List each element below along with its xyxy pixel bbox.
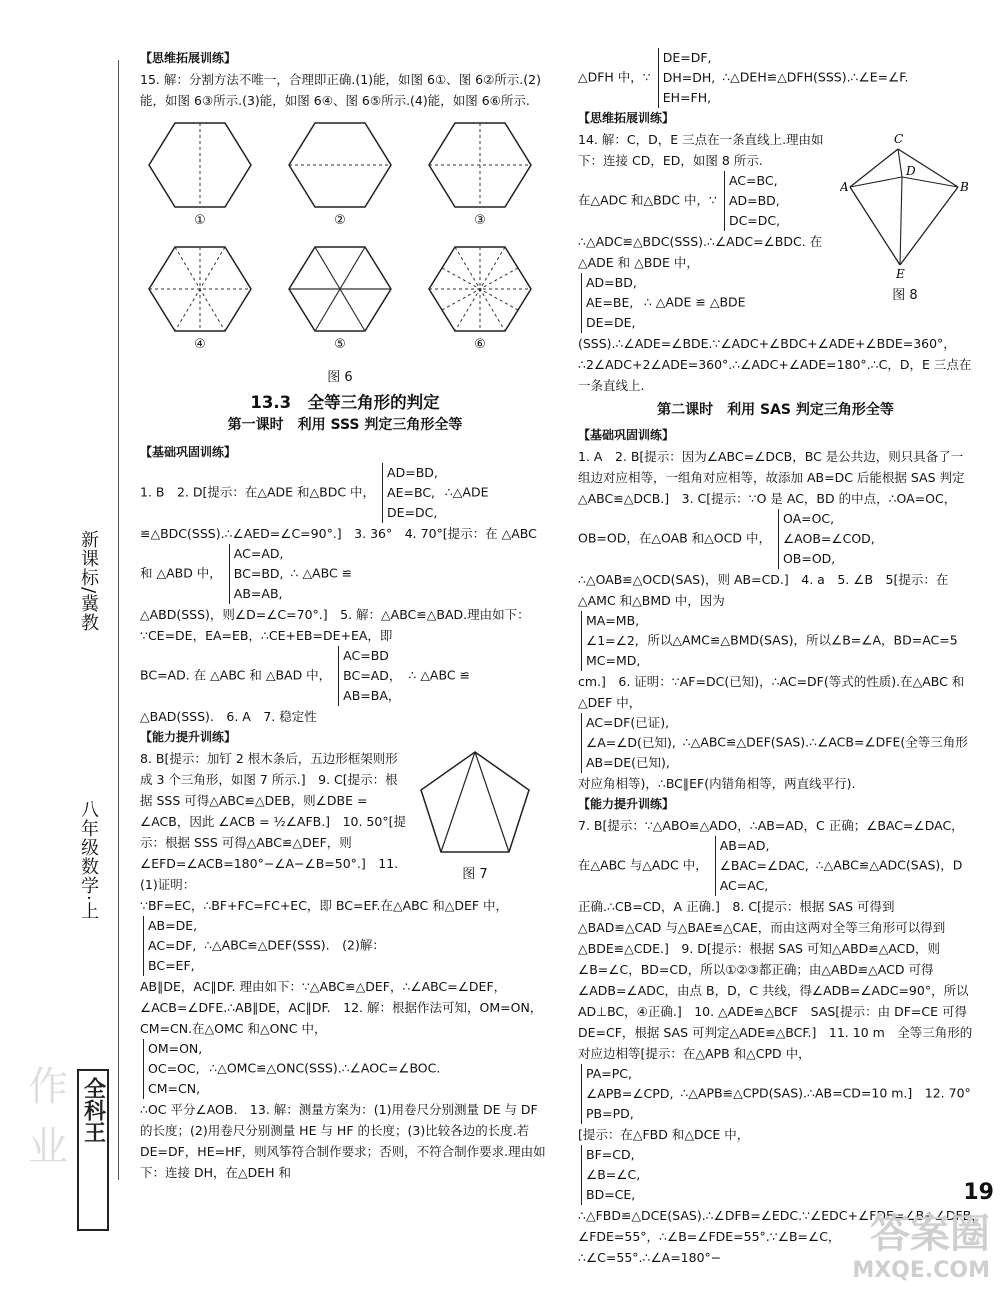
figure-6-caption: 图 6 xyxy=(327,370,353,385)
spine-series: 新课标/冀教 xyxy=(78,530,99,633)
ability-answers-12: OM=ON, OC=OC, CM=CN, ∴△OMC≌△ONC(SSS).∴∠AOC=∠BOC. xyxy=(140,1039,550,1099)
watermark-logo: 答案圈 MXQE.COM xyxy=(852,1211,990,1283)
basic-answers-5: △BAD(SSS). 6. A 7. 稳定性 xyxy=(140,709,317,724)
condition-brace: OA=OC, ∠AOB=∠COD, OB=OD, xyxy=(778,509,875,569)
condition-brace: AD=BD, AE=BE, DE=DE, xyxy=(581,273,637,333)
figure-label: ② xyxy=(334,213,346,228)
figure-7-caption: 图 7 xyxy=(462,867,488,882)
answer-14-text: 14. 解：C，D，E 三点在一条直线上.理由如下：连接 CD，ED，如图 8 所示. 在△ADC 和△BDC 中，∵ AC=BC, AD=BD, DC=DC, ∴△ADC≌△BDC(SSS).∴∠ADC=∠BDC. 在 △ADE 和 △BDE 中， AD=BD, AE=BE, DE=DE, ∴ △ADE ≌ △BDE xyxy=(578,129,840,333)
condition-brace: AB=AD, ∠BAC=∠DAC, AC=AC, xyxy=(715,836,809,896)
ability-answers-8-11: 8. B[提示：加钉 2 根木条后，五边形框架则形成 3 个三角形，如图 7 所示.] 9. C[提示：根据 SSS 可得△ABC≌△DEB，则∠DBE = ∠ACB，因此 ∠ACB = ½∠AFB.] 10. 50°[提示：根据 SSS 可得△ABC≌△DEF，则∠EFD=∠ACB=180°−∠A−∠B=50°.] 11. (1)证明： xyxy=(140,751,406,892)
ability-block-with-figure xyxy=(140,748,550,895)
condition-brace: AC=AD, BC=BD, AB=AB, xyxy=(229,544,284,604)
figure-label: ① xyxy=(194,213,206,228)
pentagon-figure-7 xyxy=(410,748,540,895)
condition-brace: BF=CD, ∠B=∠C, BD=CE, xyxy=(581,1145,640,1205)
condition-brace: OM=ON, OC=OC, CM=CN, xyxy=(143,1039,202,1099)
section-heading: 【基础巩固训练】 xyxy=(578,428,675,442)
hexagon-figure-3 xyxy=(420,119,540,235)
continued-proof: △DFH 中，∵ DE=DF, DH=DH, EH=FH, ∴△DEH≌△DFH(SSS).∴∠E=∠F. xyxy=(578,48,973,108)
hexagon-figure-4 xyxy=(140,243,260,359)
condition-brace: AC=BD BC=AD， AB=BA， xyxy=(338,646,401,706)
figure-label: ⑤ xyxy=(334,337,346,352)
binding-line xyxy=(118,60,119,1180)
hexagon-figure-6 xyxy=(420,243,540,359)
condition-brace: AC=DF(已证), ∠A=∠D(已知), AB=DE(已知), xyxy=(581,713,676,773)
condition-brace: AD=BD, AE=BC, DE=DC, xyxy=(382,463,438,523)
condition-brace: DE=DF, DH=DH, EH=FH, xyxy=(658,48,716,108)
fig8-label-e: E xyxy=(896,267,905,279)
ability-answers-r7: 7. B[提示：∵△ABO≌△ADO，∴AB=AD，C 正确；∠BAC=∠DAC，在△ABC 与△ADC 中， AB=AD, ∠BAC=∠DAC, AC=AC, ∴△ABC≌△ADC(SAS)，D 正确.∴CB=CD，A 正确.] 8. C[提示：根据 SAS 可得到△BAD≌△CAD 与△BAE≌△CAE，而由这两对全等三角形可以得到△BDE≌△CDE.] 9. D[提示：根据 SAS 可知△ABD≌△ACD，则∠B=∠C，BD=CD，所以①②③都正确；由△ABD≌△ACD 可得∠ADB=∠ADC，由点 B，D，C 共线，得∠ADB=∠ADC=90°，所以 AD⊥BC，④正确.] 10. △ADE≌△BCF SAS[提示：由 DF=CE 可得 DE=CF，根据 SAS 可判定△ADE≌△BCF.] 11. 10 m 全等三角形的对应边相等[提示：在△APB 和△CPD 中， xyxy=(578,818,973,1061)
section-heading: 【能力提升训练】 xyxy=(578,797,675,811)
basic-answers-r1: 1. A 2. B[提示：因为∠ABC=∠DCB，BC 是公共边，则只具备了一组边对应相等，一组角对应相等，故添加 AB=DC 后能根据 SAS 判定△ABC≌△DCB.] 3. C[提示：∵O 是 AC，BD 的中点，∴OA=OC，OB=OD，在△OAB 和△OCD 中， OA=OC, ∠AOB=∠COD, OB=OD, ∴△OAB≌△OCD(SAS)，则 AB=CD.] 4. a 5. ∠B 5[提示：在△AMC 和△BMD 中，因为 xyxy=(578,449,965,608)
hexagon-figure-2 xyxy=(280,119,400,235)
fig8-label-a: A xyxy=(840,180,849,194)
ability-answers-11b: AB∥DE，AC∥DF. 理由如下：∵△ABC≌△DEF，∴∠ABC=∠DEF，∠ACB=∠DFE.∴AB∥DE，AC∥DF. 12. 解：根据作法可知，OM=ON，CM=CN.在△OMC 和△ONC 中， xyxy=(140,979,543,1036)
condition-brace: PA=PC, ∠APB=∠CPD, PB=PD, xyxy=(581,1064,673,1124)
svg-text:全科王: 全科王 xyxy=(80,1077,106,1143)
ability-answers-r12: BF=CD, ∠B=∠C, BD=CE, ∴△FBD≌△DCE(SAS).∴∠DFB=∠EDC.∵∠EDC+∠FDE=∠B+∠DFB，∠FDE=55°，∴∠B=∠FDE=55°.∵∠B=∠C，∴∠C=55°.∴∠A=180°− xyxy=(578,1147,984,1265)
condition-brace: AB=DE, AC=DF, BC=EF, xyxy=(143,916,197,976)
svg-text:作: 作 xyxy=(28,1064,68,1110)
hexagon-figure-1 xyxy=(140,119,260,235)
basic-answers-1: 1. B 2. D[提示：在△ADE 和△BDC 中， AD=BD, AE=BC, DE=DC, ∴△ADE xyxy=(140,463,550,523)
lesson-title: 第一课时 利用 SSS 判定三角形全等 xyxy=(227,417,463,433)
ability-answers-13: ∴OC 平分∠AOB. 13. 解：测量方案为：(1)用卷尺分别测量 DE 与 DF 的长度；(2)用卷尺分别测量 HE 与 HF 的长度；(3)比较各边的长度.若 DE=DF，HE=HF，则风筝符合制作要求；否则，不符合制作要求.理由如下：连接 DH，在△DEH 和 xyxy=(140,1102,546,1180)
ability-answers-r11: PA=PC, ∠APB=∠CPD, PB=PD, ∴△APB≌△CPD(SAS).∴AB=CD=10 m.] 12. 70°[提示：在△FBD 和△DCE 中， xyxy=(578,1066,971,1142)
page-number: 19 xyxy=(963,1180,994,1205)
answer-14-block xyxy=(578,129,973,333)
ability-answers-11: ∵BF=EC，∴BF+FC=FC+EC，即 BC=EF.在△ABC 和△DEF 中， AB=DE, AC=DF, BC=EF, ∴△ABC≌△DEF(SSS). (2)解： xyxy=(140,895,550,976)
kite-figure-8 xyxy=(840,129,970,333)
figure-label: ⑥ xyxy=(474,337,486,352)
fig8-label-b: B xyxy=(960,180,969,194)
left-column xyxy=(140,48,550,1183)
basic-answers-3: △ABD(SSS)，则∠D=∠C=70°.] 5. 解：△ABC≌△BAD.理由如下：∵CE=DE，EA=EB，∴CE+EB=DE+EA，即 xyxy=(140,607,530,643)
figure-label: ③ xyxy=(474,213,486,228)
answer-15: 15. 解：分割方法不唯一，合理即正确.(1)能，如图 6①、图 6②所示.(2)能，如图 6③所示.(3)能，如图 6④、图 6⑤所示.(4)能，如图 6⑥所示. xyxy=(140,72,541,108)
condition-brace: AC=BC, AD=BD, DC=DC, xyxy=(724,171,780,231)
section-heading: 【能力提升训练】 xyxy=(140,730,237,744)
figure-8-caption: 图 8 xyxy=(892,288,918,303)
condition-brace: MA=MB, ∠1=∠2, MC=MD, xyxy=(581,611,640,671)
section-title: 13.3 全等三角形的判定 xyxy=(250,393,440,412)
figure-6-row-1 xyxy=(140,119,540,235)
svg-text:业: 业 xyxy=(28,1124,68,1170)
answer-14-conclusion: (SSS).∴∠ADE=∠BDE.∵∠ADC+∠BDC+∠ADE+∠BDE=360°，∴2∠ADC+2∠ADE=360°.∴∠ADC+∠ADE=180°.∴C，D，E 三点在一条直线上. xyxy=(578,336,972,393)
hexagon-figure-5 xyxy=(280,243,400,359)
publisher-logo xyxy=(8,1040,138,1240)
spine-grade: 八年级数学·上 xyxy=(78,800,99,921)
lesson-title: 第二课时 利用 SAS 判定三角形全等 xyxy=(657,402,894,418)
fig8-label-d: D xyxy=(906,164,916,178)
section-heading: 【基础巩固训练】 xyxy=(140,445,237,459)
fig8-label-c: C xyxy=(894,132,904,146)
basic-answers-4: BC=AD. 在 △ABC 和 △BAD 中， AC=BD BC=AD， AB=BA， ∴ △ABC ≌ xyxy=(140,646,550,706)
basic-answers-2: ≌△BDC(SSS).∴∠AED=∠C=90°.] 3. 36° 4. 70°[提示：在 △ABC 和 △ABD 中， AC=AD, BC=BD, AB=AB, ∴ △ABC ≌ xyxy=(140,523,550,604)
figure-label: ④ xyxy=(194,337,206,352)
basic-answers-r2: MA=MB, ∠1=∠2, MC=MD, 所以△AMC≌△BMD(SAS)，所以∠B=∠A，BD=AC=5 cm.] 6. 证明：∵AF=DC(已知)，∴AC=DF(等式的性质).在△ABC 和△DEF 中， xyxy=(578,613,965,710)
figure-6-row-2 xyxy=(140,243,540,359)
section-heading: 【思维拓展训练】 xyxy=(140,51,237,65)
basic-answers-r3: AC=DF(已证), ∠A=∠D(已知), AB=DE(已知), ∴△ABC≌△DEF(SAS).∴∠ACB=∠DFE(全等三角形对应角相等)，∴BC∥EF(内错角相等，两直线平行). xyxy=(578,715,968,791)
section-heading: 【思维拓展训练】 xyxy=(578,111,675,125)
